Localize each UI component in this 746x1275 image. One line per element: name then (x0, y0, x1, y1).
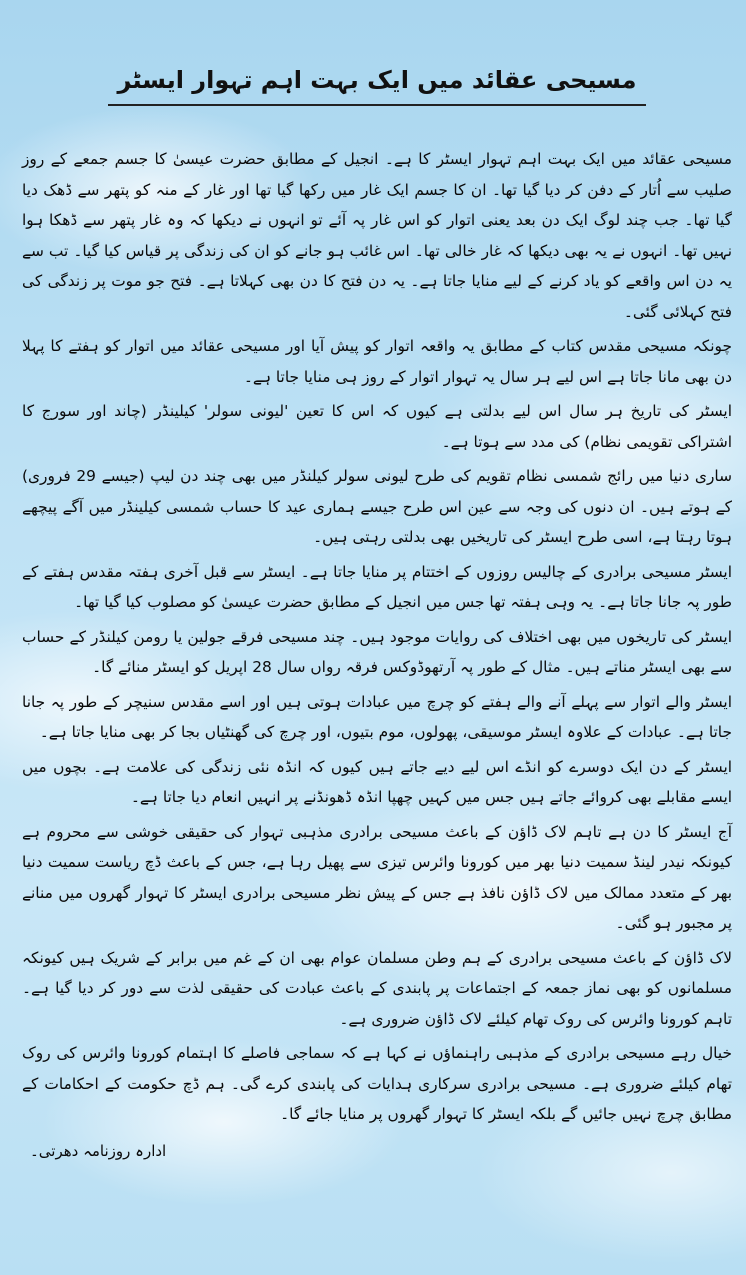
paragraph-8: ایسٹر کے دن ایک دوسرے کو انڈے اس لیے دیے جاتے ہیں کیوں کہ انڈہ نئی زندگی کی علامت ہے۔ بچوں میں ایسے مقابلے بھی کروائے جاتے ہیں جس میں کہیں چھپا انڈہ ڈھونڈنے پر انہیں انعام دیا جاتا ہے۔ (22, 757, 732, 807)
paragraph-3: ایسٹر کی تاریخ ہر سال اس لیے بدلتی ہے کیوں کہ اس کا تعین 'لیونی سولر' کیلینڈر (چاند اور سورج کا اشتراکی تقویمی نظام) کی مدد سے ہوتا ہے۔ (22, 402, 732, 451)
paragraph-6: ایسٹر کی تاریخوں میں بھی اختلاف کی روایات موجود ہیں۔ چند مسیحی فرقے جولین یا رومن کیلنڈر کے حساب سے بھی ایسٹر مناتے ہیں۔ مثال کے طور پہ آرتھوڈوکس فرقہ رواں سال 28 اپریل کو ایسٹر منائے گا۔ (22, 627, 732, 677)
article-title: مسیحی عقائد میں ایک بہت اہم تہوار ایسٹر (108, 60, 647, 106)
paragraph-1: مسیحی عقائد میں ایک بہت اہم تہوار ایسٹر کا ہے۔ انجیل کے مطابق حضرت عیسیٰ کا جسم جمعے کے روز صلیب سے اُتار کے دفن کر دیا گیا تھا۔ ان کا جسم ایک غار میں رکھا گیا تھا اور غار کے منہ کو پتھر سے ڈھک دیا گیا تھا۔ جب چند لوگ ایک دن بعد یعنی اتوار کو اس غار پہ آئے تو انہوں نے دیکھا کہ وہ غار پتھر سے ڈھکا ہوا نہیں تھا۔ انہوں نے یہ بھی دیکھا کہ غار خالی تھا۔ اس غائب ہو جانے کو ان کی زندگی پر قیاس کیا گیا۔ تب سے یہ دن اس واقعے کو یاد کرنے کے لیے منایا جاتا ہے۔ یہ دن فتح کا دن بھی کہلاتا ہے۔ فتح جو موت پر زندگی کی فتح کہلائی گئی۔ (22, 150, 732, 321)
paragraph-5: ایسٹر مسیحی برادری کے چالیس روزوں کے اختتام پر منایا جاتا ہے۔ ایسٹر سے قبل آخری ہفتہ مقدس ہفتے کے طور پہ جانا جاتا ہے۔ یہ وہی ہفتہ تھا جس میں انجیل کے مطابق حضرت عیسیٰ کو مصلوب کیا گیا تھا۔ (22, 562, 732, 612)
paragraph-4: ساری دنیا میں رائج شمسی نظام تقویم کی طرح لیونی سولر کیلنڈر میں بھی چند دن لیپ (جیسے 29 فروری) کے ہوتے ہیں۔ ان دنوں کی وجہ سے عین اس طرح جیسے ہماری عید کا حساب شمسی کیلینڈر میں آگے پیچھے ہوتا رہتا ہے، اسی طرح ایسٹر کی تاریخیں بھی بدلتی رہتی ہیں۔ (22, 467, 732, 547)
signature: ادارہ روزنامہ دھرتی۔ (30, 1141, 167, 1160)
paragraph-9: آج ایسٹر کا دن ہے تاہم لاک ڈاؤن کے باعث مسیحی برادری مذہبی تہوار کی حقیقی خوشی سے محروم ہے کیونکہ نیدر لینڈ سمیت دنیا بھر میں کورونا وائرس تیزی سے پھیل رہا ہے، جس کے باعث ڈچ ریاست سمیت دنیا بھر کے متعدد ممالک میں لاک ڈاؤن نافذ ہے جس کے پیش نظر مسیحی برادری ایسٹر کا تہوار گھروں میں منانے پر مجبور ہو گئی۔ (22, 822, 732, 933)
paragraph-10: لاک ڈاؤن کے باعث مسیحی برادری کے ہم وطن مسلمان عوام بھی ان کے غم میں برابر کے شریک ہیں کیونکہ مسلمانوں کو بھی نماز جمعہ کے اجتماعات پر پابندی کے باعث عبادت کی حقیقی لذت سے دور کر دیا گیا ہے۔ تاہم کورونا وائرس کی روک تھام کیلئے لاک ڈاؤن ضروری ہے۔ (22, 948, 732, 1028)
title-wrap (22, 44, 732, 122)
paragraph-2: چونکہ مسیحی مقدس کتاب کے مطابق یہ واقعہ اتوار کو پیش آیا اور مسیحی عقائد میں اتوار کو ہفتے کا پہلا دن بھی مانا جاتا ہے اس لیے ہر سال یہ تہوار اتوار کے روز ہی منایا جاتا ہے۔ (22, 337, 732, 386)
paragraph-7: ایسٹر والے اتوار سے پہلے آنے والے ہفتے کو چرچ میں عبادات ہوتی ہیں اور اسے مقدس سنیچر کے طور پہ جانا جاتا ہے۔ عبادات کے علاوہ ایسٹر موسیقی، پھولوں، موم بتیوں، اور چرچ کی گھنٹیاں بجا کر بھی منایا جاتا ہے۔ (22, 692, 732, 742)
paragraph-11: خیال رہے مسیحی برادری کے مذہبی راہنماؤں نے کہا ہے کہ سماجی فاصلے کا اہتمام کورونا وائرس کی روک تھام کیلئے ضروری ہے۔ مسیحی برادری سرکاری ہدایات کی پابندی کرے گی۔ ہم ڈچ حکومت کے احکامات کے مطابق چرچ نہیں جائیں گے بلکہ ایسٹر کا تہوار گھروں پر منایا جائے گا۔ (22, 1044, 732, 1124)
signature-line (22, 1136, 732, 1166)
